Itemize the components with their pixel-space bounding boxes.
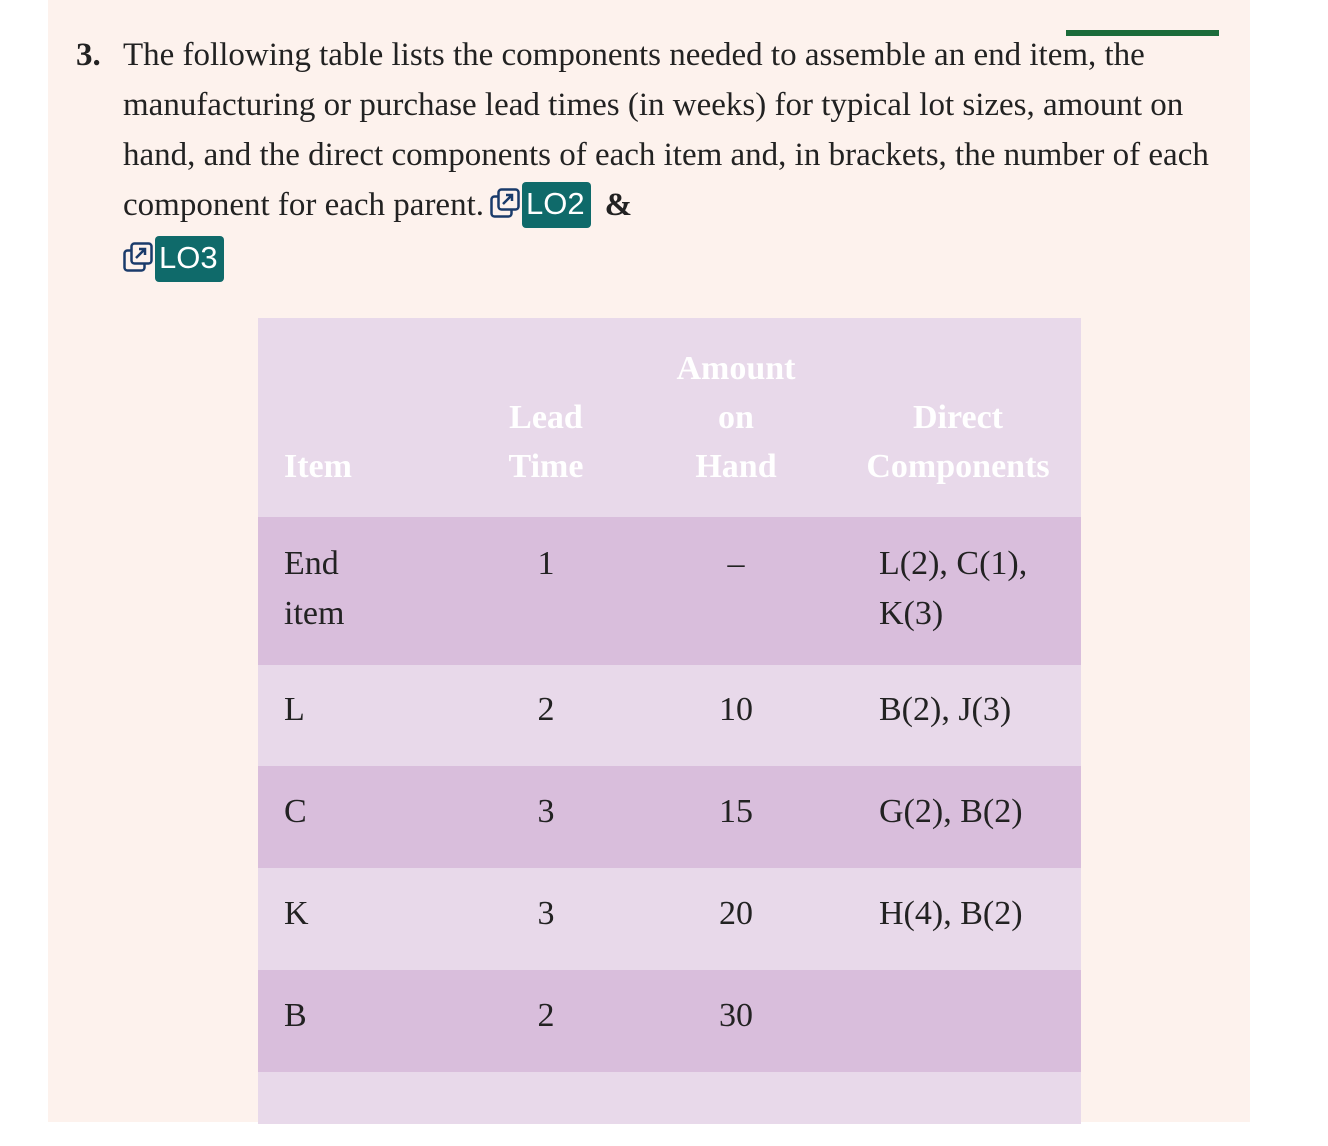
cell-item: L <box>258 665 455 766</box>
cell-lead-time: 2 <box>455 665 637 766</box>
cell-amount: 15 <box>637 766 835 868</box>
lo3-line <box>123 234 1236 284</box>
cell-lead-time: 1 <box>455 517 637 665</box>
cell-direct-components: H(4), B(2) <box>835 868 1081 970</box>
cell-direct-components: B(2), J(3) <box>835 665 1081 766</box>
header-item: Item <box>258 318 455 517</box>
cell-item: K <box>258 868 455 970</box>
problem-text: The following table lists the components needed to assemble an end item, the manufacturing or purchase lead times (in weeks) for typical lot sizes, amount on hand, and the direct components of each item and, in brackets, the number of each component for each parent. LO2 & LO3 <box>123 30 1236 284</box>
cell-amount: 20 <box>637 868 835 970</box>
components-table <box>258 318 1081 1124</box>
lo2-link[interactable]: LO2 <box>522 182 591 228</box>
cell-item: End item <box>258 517 455 665</box>
cell-empty <box>455 1072 637 1124</box>
problem-statement <box>76 30 1236 284</box>
cell-item: B <box>258 970 455 1072</box>
cell-amount: 30 <box>637 970 835 1072</box>
cell-lead-time: 3 <box>455 868 637 970</box>
cell-empty <box>258 1072 455 1124</box>
table-row <box>258 868 1081 970</box>
external-link-icon[interactable] <box>490 188 520 218</box>
cell-empty <box>637 1072 835 1124</box>
external-link-icon[interactable] <box>123 242 153 272</box>
problem-number: 3. <box>76 37 101 73</box>
cell-direct-components: G(2), B(2) <box>835 766 1081 868</box>
cell-lead-time: 2 <box>455 970 637 1072</box>
header-amount-on-hand: Amount on Hand <box>637 318 835 517</box>
cell-item: C <box>258 766 455 868</box>
cell-lead-time: 3 <box>455 766 637 868</box>
table-row <box>258 766 1081 868</box>
cell-empty <box>835 1072 1081 1124</box>
table-row-partial <box>258 1072 1081 1124</box>
table-row <box>258 665 1081 766</box>
header-lead-time: Lead Time <box>455 318 637 517</box>
cell-direct-components: L(2), C(1), K(3) <box>835 517 1081 665</box>
ampersand: & <box>604 187 633 223</box>
table-header-row <box>258 318 1081 517</box>
cell-direct-components <box>835 970 1081 1072</box>
cell-amount: – <box>637 517 835 665</box>
table-row <box>258 517 1081 665</box>
table-row <box>258 970 1081 1072</box>
header-direct-components: Direct Components <box>835 318 1081 517</box>
lo3-link[interactable]: LO3 <box>155 236 224 282</box>
cell-amount: 10 <box>637 665 835 766</box>
